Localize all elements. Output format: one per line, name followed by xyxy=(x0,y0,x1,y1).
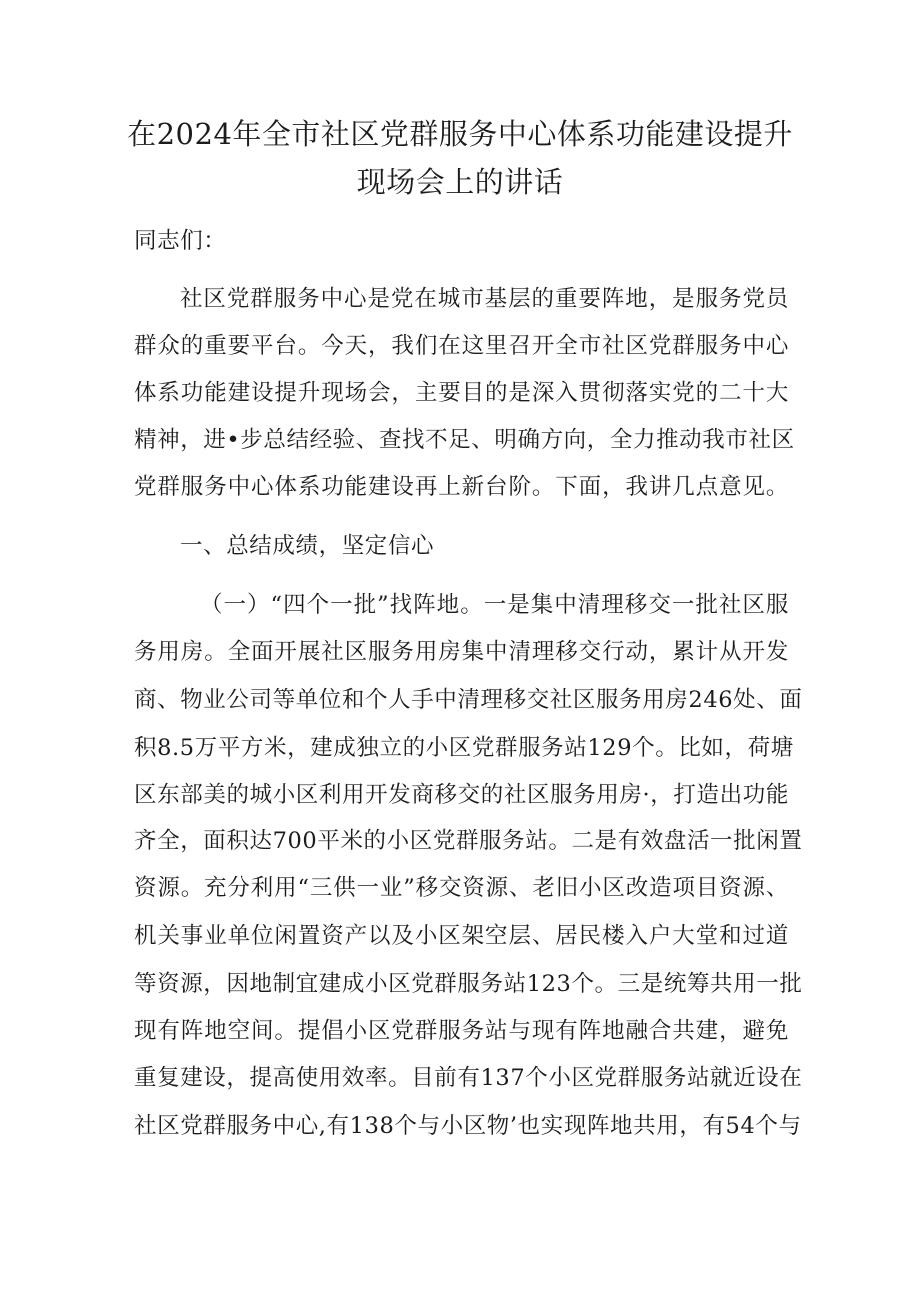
intro-line: 社区党群服务中心是党在城市基层的重要阵地，是服务党员 xyxy=(180,286,789,312)
salutation: 同志们： xyxy=(134,228,227,254)
document-title-line-1: 在2024年全市社区党群服务中心体系功能建设提升 xyxy=(127,117,793,151)
body-line: （一）“四个一批”找阵地。一是集中清理移交一批社区服 xyxy=(200,592,789,618)
intro-line: 群众的重要平台。今天，我们在这里召开全市社区党群服务中心 xyxy=(134,333,789,359)
body-line: 重复建设，提高使用效率。目前有137个小区党群服务站就近设在 xyxy=(134,1065,803,1091)
body-line: 务用房。全面开展社区服务用房集中清理移交行动，累计从开发 xyxy=(134,639,789,665)
body-line: 区东部美的城小区利用开发商移交的社区服务用房·，打造出功能 xyxy=(134,782,789,808)
document-title-line-2: 现场会上的讲话 xyxy=(356,165,564,199)
body-line: 社区党群服务中心,有138个与小区物’也实现阵地共用，有54个与 xyxy=(134,1113,802,1139)
body-line: 齐全，面积达700平米的小区党群服务站。二是有效盘活一批闲置 xyxy=(134,828,803,854)
body-line: 资源。充分利用“三供一业”移交资源、老旧小区改造项目资源、 xyxy=(134,875,789,901)
body-line: 机关事业单位闲置资产以及小区架空层、居民楼入户大堂和过道 xyxy=(134,923,789,949)
intro-line: 党群服务中心体系功能建设再上新台阶。下面，我讲几点意见。 xyxy=(134,474,789,500)
body-line: 等资源，因地制宜建成小区党群服务站123个。三是统筹共用一批 xyxy=(134,971,803,997)
body-line: 积8.5万平方米，建成独立的小区党群服务站129个。比如，荷塘 xyxy=(134,735,794,761)
body-line: 商、物业公司等单位和个人手中清理移交社区服务用房246处、面 xyxy=(134,687,803,713)
intro-line: 体系功能建设提升现场会，主要目的是深入贯彻落实党的二十大 xyxy=(134,380,789,406)
intro-line: 精神，进•步总结经验、查找不足、明确方向，全力推动我市社区 xyxy=(134,427,795,453)
section-heading: 一、总结成绩，坚定信心 xyxy=(180,533,435,559)
body-line: 现有阵地空间。提倡小区党群服务站与现有阵地融合共建，避免 xyxy=(134,1018,789,1044)
